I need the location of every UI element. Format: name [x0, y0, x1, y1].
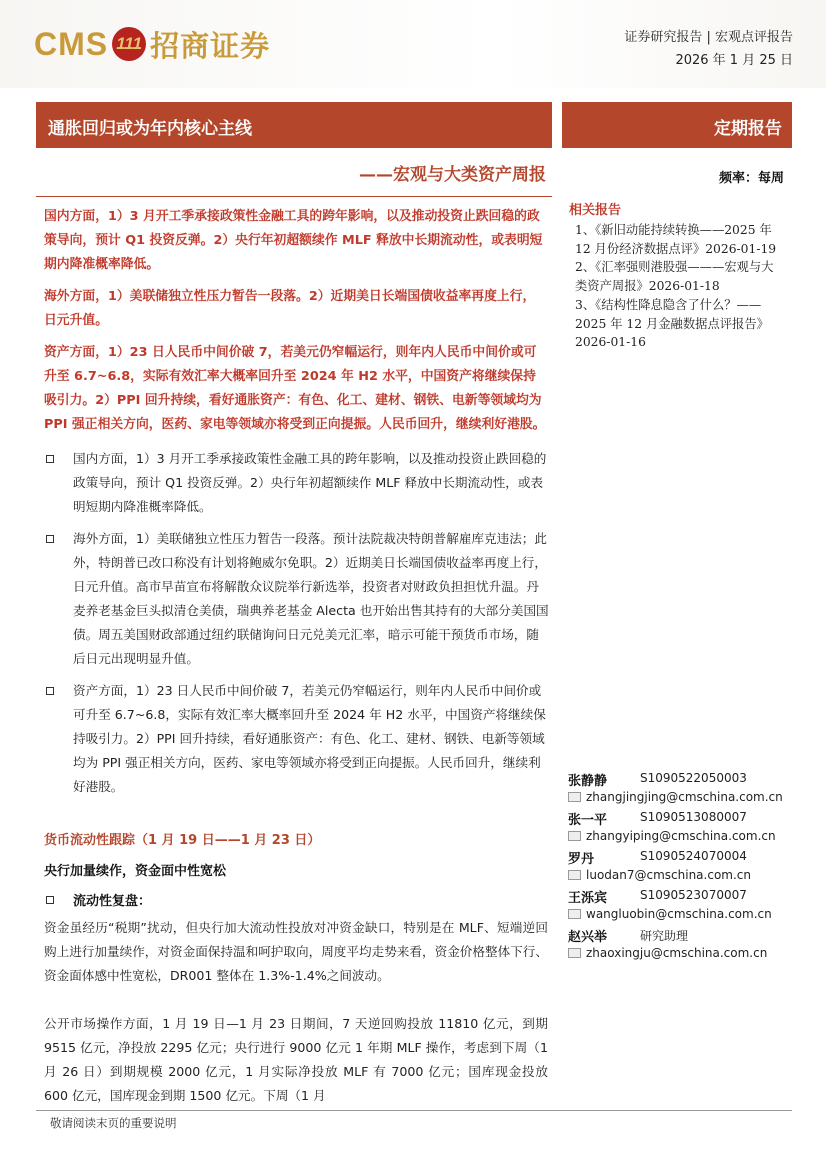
- body-paragraph: 资金虽经历“税期”扰动，但央行加大流动性投放对冲资金缺口，特别是在 MLF、短端逆回购上进行加量续作，对资金面保持温和呵护取向，周度平均走势来看，资金价格整体下行、资金面体感中性宽松，DR001 整体在 1.3%-1.4%之间波动。: [44, 920, 548, 983]
- square-bullet-icon: [46, 455, 54, 463]
- title-bar: [36, 102, 552, 148]
- report-frequency: 频率：每周: [718, 171, 784, 186]
- report-category: 定期报告: [714, 119, 782, 139]
- author-id: S1090522050003: [640, 771, 747, 785]
- report-subtitle: ——宏观与大类资产周报: [359, 165, 546, 185]
- envelope-icon: [568, 870, 581, 880]
- bullet-item: [44, 447, 550, 519]
- summary-paragraph: 海外方面，1）美联储独立性压力暂告一段落。2）近期美日长端国债收益率再度上行，日元升值。: [44, 289, 536, 328]
- logo-cn-text: 招商证券: [150, 28, 271, 63]
- author-email[interactable]: [568, 829, 776, 843]
- author-id: S1090513080007: [640, 810, 747, 824]
- author-entry: [568, 926, 788, 965]
- bullet-text: 海外方面，1）美联储独立性压力暂告一段落。预计法院裁决特朗普解雇库克违法；此外，特朗普已改口称没有计划将鲍威尔免职。2）近期美日长端国债收益率再度上行，日元升值。高市早苗宣布将解散众议院举行新选举，投资者对财政负担担忧升温。丹麦养老基金巨头拟清仓美债，瑞典养老基金 Alecta 也开始出售其持有的大部分美国国债。周五美国财政部通过纽约联储询问日元兑美元汇率，暗示可能干预货币市场，随后日元出现明显升值。: [73, 531, 549, 666]
- related-report-link[interactable]: 3、《结构性降息隐含了什么？——2025 年 12 月金融数据点评报告》2026-01-16: [575, 297, 769, 350]
- envelope-icon: [568, 792, 581, 802]
- report-title: 通胀回归或为年内核心主线: [48, 119, 252, 139]
- header-info: [624, 26, 793, 72]
- related-reports-heading: 相关报告: [569, 203, 622, 218]
- author-name: 张一平: [568, 813, 608, 828]
- summary-block: [44, 205, 548, 445]
- bullet-text: 资产方面，1）23 日人民币中间价破 7，若美元仍窄幅运行，则年内人民币中间价或可升至 6.7~6.8，实际有效汇率大概率回升至 2024 年 H2 水平，中国资产将继续保持吸引力。2）PPI 回升持续，看好通胀资产：有色、化工、建材、钢铁、电新等领域均为 PPI 强正相关方向，医药、家电等领域亦将受到正向提振。人民币回升，继续利好港股。: [73, 683, 546, 794]
- logo-mark-icon: 111: [112, 27, 146, 61]
- square-bullet-icon: [46, 896, 54, 904]
- bullet-item: [44, 679, 550, 799]
- section-subheading: 央行加量续作，资金面中性宽松: [44, 864, 227, 879]
- square-bullet-icon: [46, 535, 54, 543]
- bullet-item: [44, 527, 550, 671]
- summary-paragraph: 资产方面，1）23 日人民币中间价破 7，若美元仍窄幅运行，则年内人民币中间价或可升至 6.7~6.8，实际有效汇率大概率回升至 2024 年 H2 水平，中国资产将继续保持吸引力。2）PPI 回升持续，看好通胀资产：有色、化工、建材、钢铁、电新等领域均为 PPI 强正相关方向，医药、家电等领域亦将受到正向提振。人民币回升，继续利好港股。: [44, 345, 546, 432]
- review-label-text: 流动性复盘：: [73, 894, 152, 909]
- author-email-text[interactable]: zhangyiping@cmschina.com.cn: [586, 829, 776, 843]
- author-email-text[interactable]: wangluobin@cmschina.com.cn: [586, 907, 772, 921]
- author-entry: [568, 887, 788, 926]
- report-date: 2026 年 1 月 25 日: [675, 53, 793, 68]
- logo-cms-text: CMS: [34, 25, 109, 62]
- author-name: 赵兴举: [568, 930, 608, 945]
- author-id: S1090523070007: [640, 888, 747, 902]
- author-id: S1090524070004: [640, 849, 747, 863]
- author-entry: [568, 809, 788, 848]
- author-email-text[interactable]: zhaoxingju@cmschina.com.cn: [586, 946, 768, 960]
- author-list: [568, 770, 788, 965]
- author-name: 王泺宾: [568, 891, 608, 906]
- footer-divider: [36, 1110, 792, 1111]
- author-email[interactable]: [568, 946, 767, 960]
- author-email-text[interactable]: luodan7@cmschina.com.cn: [586, 868, 751, 882]
- square-bullet-icon: [46, 687, 54, 695]
- author-email[interactable]: [568, 790, 783, 804]
- author-entry: [568, 770, 788, 809]
- footer-note: 敬请阅读末页的重要说明: [50, 1116, 177, 1130]
- related-reports-list: [575, 221, 785, 352]
- author-entry: [568, 848, 788, 887]
- related-report-link[interactable]: 2、《汇率强则港股强———宏观与大类资产周报》2026-01-18: [575, 260, 774, 294]
- bullet-text: 国内方面，1）3 月开工季承接政策性金融工具的跨年影响，以及推动投资止跌回稳的政策导向，预计 Q1 投资反弹。2）央行年初超额续作 MLF 释放中长期流动性，或表明短期内降准概率降低。: [73, 451, 547, 514]
- author-id: 研究助理: [640, 929, 689, 943]
- author-name: 张静静: [568, 774, 608, 789]
- author-email[interactable]: [568, 907, 772, 921]
- section-heading: 货币流动性跟踪（1 月 19 日——1 月 23 日）: [44, 833, 321, 848]
- liquidity-review-label: [44, 890, 151, 909]
- body-paragraph: 公开市场操作方面，1 月 19 日—1 月 23 日期间，7 天逆回购投放 11810 亿元，到期 9515 亿元，净投放 2295 亿元；央行进行 9000 亿元 1 年期 MLF 操作，考虑到下周（1 月 26 日）到期规模 2000 亿元，1 月实际净投放 MLF 有 7000 亿元；国库现金投放 600 亿元，国库现金到期 1500 亿元。下周（1 月: [44, 1016, 548, 1103]
- envelope-icon: [568, 948, 581, 958]
- title-divider: [36, 196, 552, 197]
- company-logo: [34, 24, 270, 64]
- author-email-text[interactable]: zhangjingjing@cmschina.com.cn: [586, 790, 783, 804]
- author-email[interactable]: [568, 868, 751, 882]
- report-type: 证券研究报告 | 宏观点评报告: [624, 30, 793, 45]
- related-report-link[interactable]: 1、《新旧动能持续转换——2025 年 12 月份经济数据点评》2026-01-19: [575, 223, 777, 256]
- bullet-list: [44, 447, 550, 807]
- envelope-icon: [568, 831, 581, 841]
- author-name: 罗丹: [568, 852, 595, 867]
- envelope-icon: [568, 909, 581, 919]
- category-bar: [562, 102, 792, 148]
- summary-paragraph: 国内方面，1）3 月开工季承接政策性金融工具的跨年影响，以及推动投资止跌回稳的政策导向，预计 Q1 投资反弹。2）央行年初超额续作 MLF 释放中长期流动性，或表明短期内降准概率降低。: [44, 209, 543, 272]
